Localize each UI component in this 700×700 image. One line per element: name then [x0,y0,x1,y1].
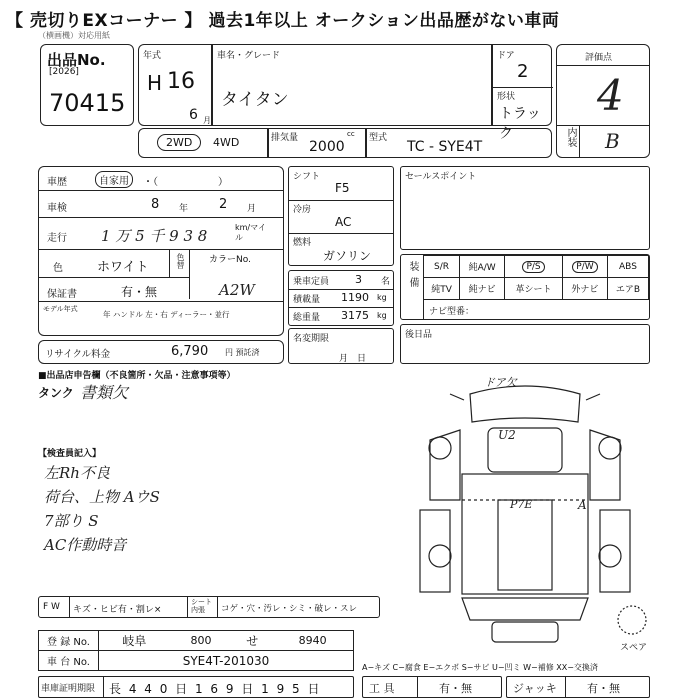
equip-power-window [562,256,607,278]
inspection-label: 車検 [47,203,67,214]
displacement-unit: cc [347,130,355,138]
recycle-box [38,340,284,364]
equip-tv: 純TV [424,278,460,300]
diagram-mark-p7e: P7E [510,498,533,511]
car-name-label: 車名・グレード [217,51,281,61]
name-change-label: 名変期限 [293,334,330,344]
capacity-unit: 名 [381,277,391,287]
spare-label: スペア [620,643,648,653]
seller-notes-header: ■出品店申告欄（不良箇所・欠品・注意事項等） [38,371,236,381]
chassis-number: SYE4T-201030 [99,651,354,671]
seller-notes-tank: タンク [38,386,74,400]
spec-box [288,166,394,266]
load-unit: kg [377,293,387,302]
tools-label: 工 具 [369,682,395,695]
displacement-label: 排気量 [271,133,299,143]
mileage-label: 走行 [47,233,67,244]
ac-label: 冷房 [293,205,312,215]
year-era: H [147,71,163,95]
recycle-value: 6,790 [171,344,209,359]
gross-unit: kg [377,311,387,320]
drive-4wd: 4WD [213,136,240,149]
inspection-month-unit: 月 [247,204,257,214]
tools-box [362,676,502,698]
model-label: 型式 [369,133,388,143]
name-change-box [288,328,394,364]
equipment-grid [423,255,649,300]
model-code: TC - SYE4T [407,139,483,155]
fw-seat-box [38,596,380,618]
ac-value: AC [335,215,352,229]
equip-pw-value: P/W [572,261,597,273]
recycle-unit: 円 預託済 [225,348,260,357]
equip-sunroof: S/R [424,256,460,278]
warranty-label: 保証書 [47,289,77,300]
diagram-mark-a: A [578,498,587,512]
inspector-line-4: AC作動時音 [44,536,127,554]
year-value: 16 [167,69,195,94]
fw-value: キズ・ヒビ有・割レ× [73,605,162,615]
seat-value: コゲ・穴・汚レ・シミ・破レ・スレ [221,604,358,614]
lot-number: 70415 [49,89,126,117]
body-type: トラック [499,106,541,142]
history-value: 自家用 [95,171,133,188]
equip-airbag: エアB [607,278,648,300]
score-box [556,44,650,158]
year-tag: [2026] [49,67,79,77]
inspector-line-2: 荷台、上物 AウS [44,488,160,506]
sheet-partial-title: （横画機）対応用紙 [38,31,110,40]
equipment-box [400,254,650,320]
doors-label: ドア [497,51,515,61]
fuel-label: 燃料 [293,238,312,248]
equip-navi: 純ナビ [460,278,505,300]
chassis-label: 車 台 No. [39,651,99,671]
seat-label: シート内張 [191,598,212,614]
registration-kana: せ [232,631,272,651]
equipment-label: 装備 [407,261,418,293]
name-change-value: 月 日 [339,354,367,364]
interior-grade: B [605,129,620,153]
jack-box [506,676,650,698]
equip-power-steering [505,256,563,278]
score-value: 4 [597,71,624,120]
navi-model-label: ナビ型番： [429,307,475,317]
color-value: ホワイト [97,260,149,275]
inspection-year-unit: 年 [179,204,189,214]
interior-label: 内装 [565,127,576,147]
drive-2wd: 2WD [157,134,201,151]
garage-cert-label: 車庫証明期限 [41,684,96,694]
load-value: 1190 [341,291,369,304]
displacement-value: 2000 [309,139,345,155]
inspector-header: 【検査員記入】 [38,449,102,459]
tools-value: 有・無 [439,682,472,695]
inspection-month: 2 [219,197,228,212]
banner: 【 売切りEXコーナー 】 過去1年以上 オークション出品歴がない車両 [6,11,560,31]
equip-abs: ABS [607,256,648,278]
jack-label: ジャッキ [513,682,557,695]
retrofit-label: 後日品 [405,330,433,340]
retrofit-box [400,324,650,364]
model-year-value: 年 ハンドル 左・右 ディーラー・並行 [103,310,230,319]
gross-value: 3175 [341,309,369,322]
fuel-value: ガソリン [323,249,372,263]
score-label: 評価点 [585,53,613,63]
inspector-line-1: 左Rh不良 [44,464,110,482]
equip-leather: 革シート [505,278,563,300]
sales-point-box [400,166,650,250]
body-label: 形状 [497,92,516,102]
color-number: A2W [219,281,255,299]
load-label: 積載量 [293,295,321,305]
vehicle-info-box [38,166,284,336]
garage-cert-box [38,676,354,698]
equip-ext-navi: 外ナビ [562,278,607,300]
weight-box [288,270,394,326]
registration-class: 800 [170,631,232,651]
registration-table [38,630,354,671]
mileage-value: 1 万 5 千 9 3 8 [101,227,208,245]
doors-value: 2 [517,61,529,82]
diagram-mark-u2: U2 [498,428,516,442]
shift-value: F5 [335,181,350,195]
warranty-value: 有・無 [121,285,158,299]
model-year-label: モデル年式 [43,305,78,313]
seller-notes-docs: 書類欠 [80,383,129,402]
drive-box [138,128,552,158]
color-no-label: カラーNo. [209,255,251,265]
sales-point-label: セールスポイント [405,172,477,182]
mileage-unit: km/マイル [235,223,266,242]
recycle-label: リサイクル料金 [45,349,111,360]
fw-label: F W [43,602,60,612]
color-change-label: 色替 [176,253,185,269]
inspector-line-3: 7部り S [44,512,99,530]
registration-area: 岐阜 [99,631,170,651]
history-rest: ・（ ） [143,177,228,188]
equip-ps-value: P/S [522,261,544,273]
inspection-year: 8 [151,197,160,212]
history-label: 車歴 [47,177,67,188]
capacity-value: 3 [355,273,362,286]
garage-cert-value: 長 4 4 0 日 1 6 9 日 1 9 5 日 [109,682,322,696]
car-name: タイタン [221,90,289,110]
lot-label: 出品No. [47,51,106,69]
equip-alloy: 純A/W [460,256,505,278]
shift-label: シフト [293,172,321,182]
damage-legend: A−キズ C−腐食 E−エクボ S−サビ U−凹ミ W−補修 XX−交換済 [362,663,598,672]
diagram-note-door: ドア欠 [484,376,517,389]
month-value: 6 [189,107,198,123]
color-label: 色 [53,263,63,274]
capacity-label: 乗車定員 [293,277,330,287]
registration-number: 8940 [272,631,353,651]
registration-label: 登 録 No. [39,631,99,651]
year-label: 年式 [143,51,162,61]
jack-value: 有・無 [587,682,620,695]
lot-box [40,44,134,126]
gross-label: 総重量 [293,313,321,323]
month-unit: 月 [203,116,211,125]
